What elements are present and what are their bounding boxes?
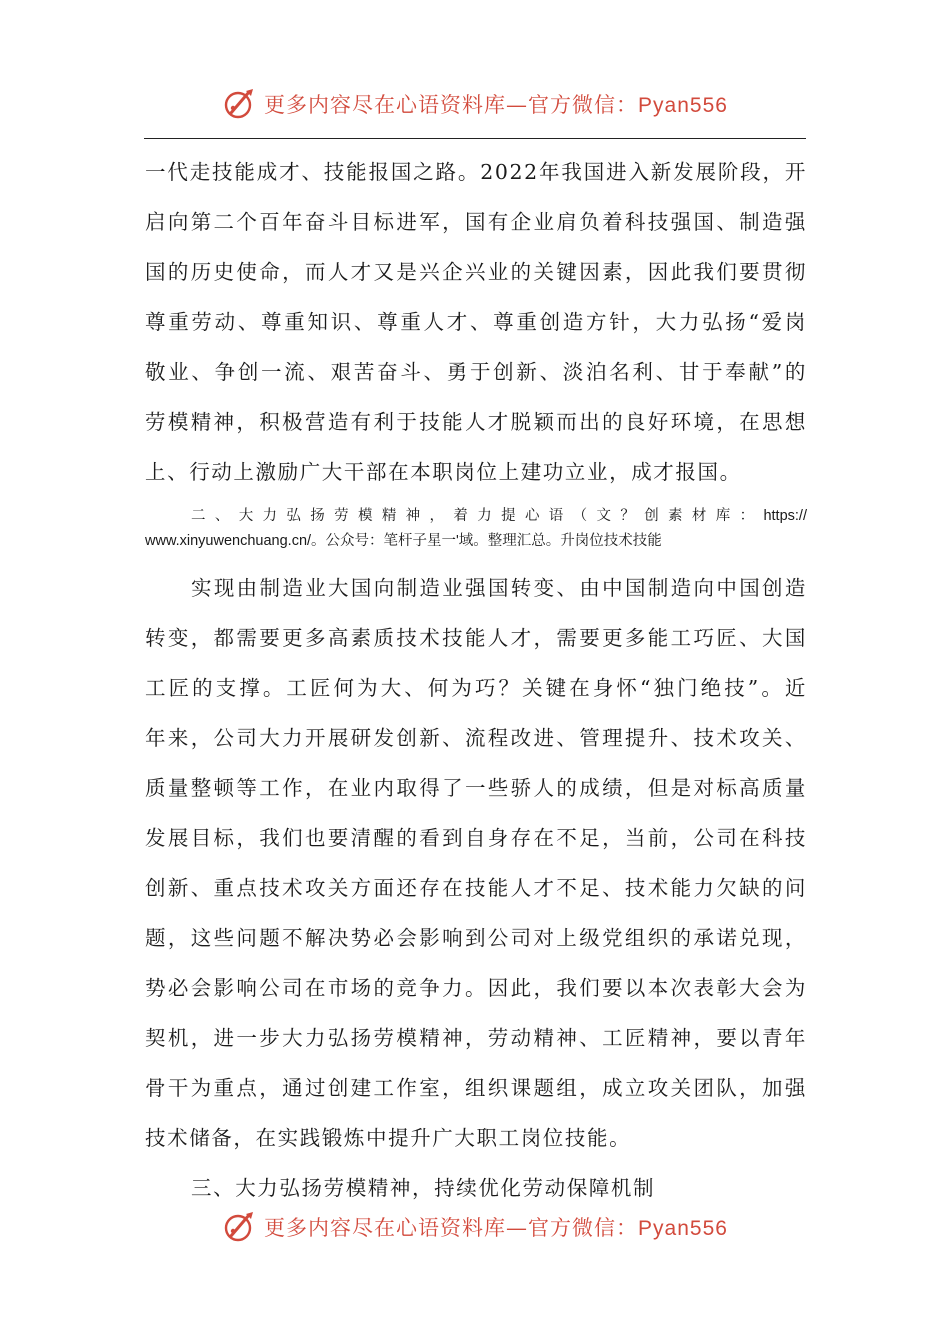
body-line: 劳模精神，积极营造有利于技能人才脱颖而出的良好环境，在思想	[145, 410, 807, 434]
section-heading-3: 三、大力弘扬劳模精神，持续优化劳动保障机制	[191, 1176, 656, 1200]
body-line: 实现由制造业大国向制造业强国转变、由中国制造向中国创造	[191, 576, 807, 600]
body-line: 骨干为重点，通过创建工作室，组织课题组，成立攻关团队，加强	[145, 1076, 807, 1100]
document-body	[145, 152, 807, 1218]
footer-banner	[0, 1207, 950, 1247]
banner-wechat-id: Pyan556	[638, 1217, 728, 1240]
body-line: 题，这些问题不解决势必会影响到公司对上级党组织的承诺兑现，	[145, 926, 807, 950]
header-banner	[0, 84, 950, 124]
banner-title: 更多内容尽在心语资料库—	[264, 1216, 529, 1240]
banner-title: 更多内容尽在心语资料库—	[264, 93, 529, 117]
body-line: 势必会影响公司在市场的竞争力。因此，我们要以本次表彰大会为	[145, 976, 807, 1000]
body-line: 国的历史使命，而人才又是兴企兴业的关键因素，因此我们要贯彻	[145, 260, 807, 284]
body-line: 上、行动上激励广大干部在本职岗位上建功立业，成才报国。	[145, 460, 742, 484]
header-divider	[144, 138, 806, 139]
body-line: 尊重劳动、尊重知识、尊重人才、尊重创造方针，大力弘扬“爱岗	[145, 310, 807, 334]
body-line: 年来，公司大力开展研发创新、流程改进、管理提升、技术攻关、	[145, 726, 807, 750]
body-line: 发展目标，我们也要清醒的看到自身存在不足，当前，公司在科技	[145, 826, 807, 850]
body-line: 敬业、争创一流、艰苦奋斗、勇于创新、淡泊名利、甘于奉献”的	[145, 360, 807, 384]
pen-logo-icon	[222, 86, 258, 122]
banner-label: 官方微信：	[528, 93, 639, 117]
banner-label: 官方微信：	[528, 1216, 639, 1240]
body-line: 一代走技能成才、技能报国之路。2022年我国进入新发展阶段，开	[145, 160, 807, 184]
banner-wechat-id: Pyan556	[638, 94, 728, 117]
body-line: 转变，都需要更多高素质技术技能人才，需要更多能工巧匠、大国	[145, 626, 807, 650]
section-heading-2-cont: www.xinyuwenchuang.cn/。公众号：笔杆子星一'域。整理汇总。升岗位技术技能	[145, 533, 662, 549]
section-heading-2: 二、大力弘扬劳模精神，着力提心语（文？创素材库：https://	[191, 508, 807, 524]
body-line: 启向第二个百年奋斗目标进军，国有企业肩负着科技强国、制造强	[145, 210, 807, 234]
body-line: 技术储备，在实践锻炼中提升广大职工岗位技能。	[145, 1126, 632, 1150]
pen-logo-icon	[222, 1209, 258, 1245]
body-line: 契机，进一步大力弘扬劳模精神，劳动精神、工匠精神，要以青年	[145, 1026, 807, 1050]
body-line: 工匠的支撑。工匠何为大、何为巧？关键在身怀“独门绝技”。近	[145, 676, 807, 700]
body-line: 质量整顿等工作，在业内取得了一些骄人的成绩，但是对标高质量	[145, 776, 807, 800]
body-line: 创新、重点技术攻关方面还存在技能人才不足、技术能力欠缺的问	[145, 876, 807, 900]
